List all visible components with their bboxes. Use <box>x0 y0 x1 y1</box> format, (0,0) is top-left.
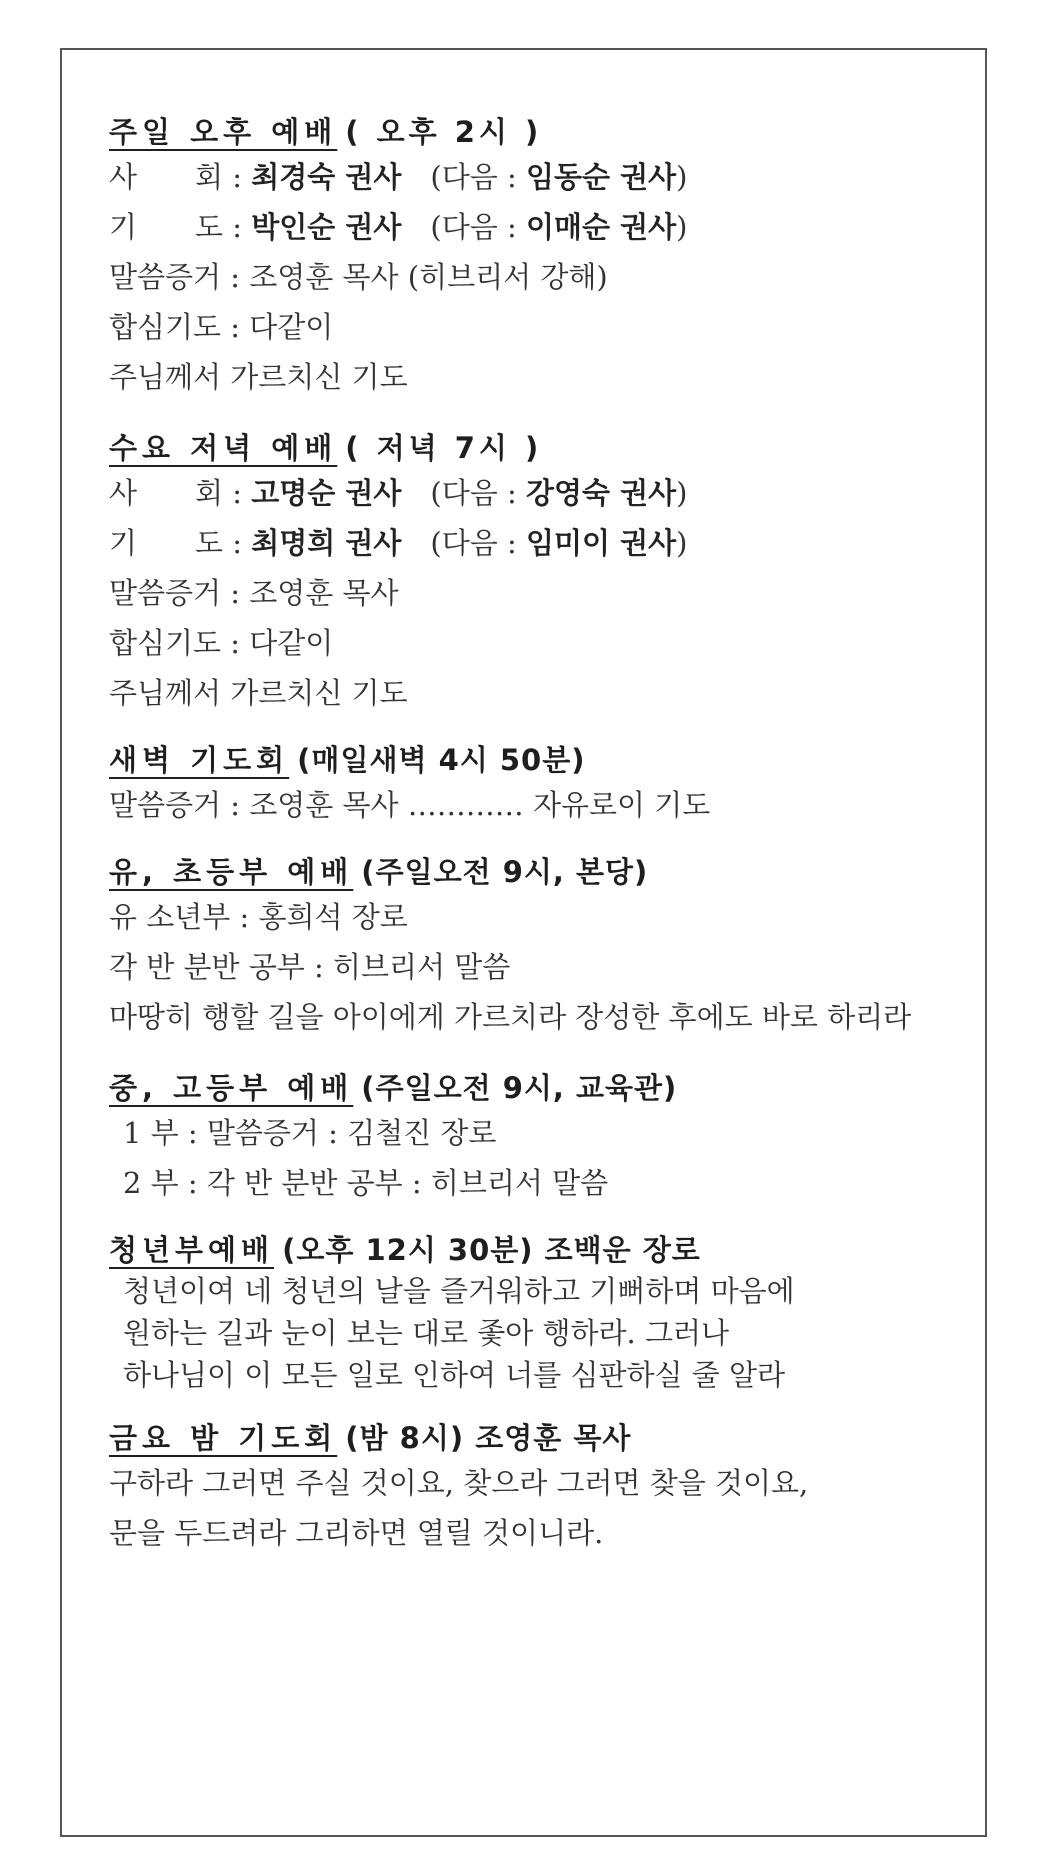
next-prefix: (다음 : <box>401 160 526 194</box>
section-heading <box>109 428 969 468</box>
spacer <box>109 718 969 740</box>
verse-line: 청년이여 네 청년의 날을 즐거워하고 기뻐하며 마음에 <box>123 1274 795 1308</box>
spacer <box>109 402 969 428</box>
section-heading <box>109 740 969 780</box>
friday-prayer-section <box>109 1418 969 1558</box>
row-name: 박인순 권사 <box>251 210 402 244</box>
next-prefix: (다음 : <box>401 526 526 560</box>
verse-line: 하나님이 이 모든 일로 인하여 너를 심판하실 줄 알라 <box>123 1358 786 1392</box>
section-title: 새벽 기도회 <box>109 743 290 777</box>
row-name: 고명순 권사 <box>251 476 402 510</box>
row-label: 사 회 : <box>109 160 252 194</box>
youth-section <box>109 1068 969 1208</box>
section-time: (오후 12시 30분) 조백운 장로 <box>282 1233 701 1267</box>
next-name: 강영숙 권사 <box>525 476 677 510</box>
row-name: 최명희 권사 <box>251 526 402 560</box>
section-time: ( 오후 2시 ) <box>345 115 543 149</box>
section-title: 수요 저녁 예배 <box>109 431 338 465</box>
lords-prayer-line: 주님께서 가르치신 기도 <box>109 676 408 710</box>
row-name: 최경숙 권사 <box>251 160 402 194</box>
section-title: 청년부예배 <box>109 1233 275 1267</box>
young-adult-section <box>109 1230 969 1396</box>
section-title: 금요 밤 기도회 <box>109 1421 338 1455</box>
section-time: (밤 8시) 조영훈 목사 <box>345 1421 632 1455</box>
next-name: 이매순 권사 <box>525 210 677 244</box>
section-heading <box>109 1068 969 1108</box>
section-heading <box>109 112 969 152</box>
leader-line: 유 소년부 : 홍희석 장로 <box>109 900 408 934</box>
section-heading <box>109 1418 969 1458</box>
row-label: 사 회 : <box>109 476 252 510</box>
section-time: (주일오전 9시, 교육관) <box>361 1071 678 1105</box>
section-title: 유, 초등부 예배 <box>109 855 354 889</box>
section-heading <box>109 852 969 892</box>
next-name: 임동순 권사 <box>525 160 677 194</box>
worship-schedule <box>109 112 969 1558</box>
prayer-leader-line <box>109 518 969 568</box>
presider-line <box>109 468 969 518</box>
study-line: 각 반 분반 공부 : 히브리서 말씀 <box>109 950 511 984</box>
next-suffix: ) <box>676 476 688 510</box>
group-prayer-line: 합심기도 : 다같이 <box>109 626 334 660</box>
row-label: 기 도 : <box>109 210 252 244</box>
spacer <box>109 1208 969 1230</box>
next-suffix: ) <box>676 160 688 194</box>
row-label: 기 도 : <box>109 526 252 560</box>
section-time: (주일오전 9시, 본당) <box>361 855 649 889</box>
section-heading <box>109 1230 969 1270</box>
lords-prayer-line: 주님께서 가르치신 기도 <box>109 360 408 394</box>
prayer-leader-line <box>109 202 969 252</box>
section-title: 주일 오후 예배 <box>109 115 338 149</box>
verse-line: 원하는 길과 눈이 보는 대로 좇아 행하라. 그러나 <box>123 1316 730 1350</box>
bulletin-frame <box>60 48 987 1837</box>
sermon-line: 말씀증거 : 조영훈 목사 ………… 자유로이 기도 <box>109 788 711 822</box>
spacer <box>109 1042 969 1068</box>
section-time: (매일새벽 4시 50분) <box>297 743 586 777</box>
next-suffix: ) <box>676 526 688 560</box>
spacer <box>109 1396 969 1418</box>
section-title: 중, 고등부 예배 <box>109 1071 354 1105</box>
section-time: ( 저녁 7시 ) <box>345 431 543 465</box>
spacer <box>109 830 969 852</box>
sermon-line: 말씀증거 : 조영훈 목사 <box>109 576 399 610</box>
verse-line: 구하라 그러면 주실 것이요, 찾으라 그러면 찾을 것이요, <box>109 1466 809 1500</box>
next-suffix: ) <box>676 210 688 244</box>
verse-line: 문을 두드려라 그리하면 열릴 것이니라. <box>109 1516 604 1550</box>
presider-line <box>109 152 969 202</box>
next-prefix: (다음 : <box>401 476 526 510</box>
next-prefix: (다음 : <box>401 210 526 244</box>
sunday-afternoon-section <box>109 112 969 402</box>
part-two-line: 2 부 : 각 반 분반 공부 : 히브리서 말씀 <box>123 1166 609 1200</box>
sermon-line: 말씀증거 : 조영훈 목사 (히브리서 강해) <box>109 260 608 294</box>
part-one-line: 1 부 : 말씀증거 : 김철진 장로 <box>123 1116 497 1150</box>
group-prayer-line: 합심기도 : 다같이 <box>109 310 334 344</box>
next-name: 임미이 권사 <box>525 526 677 560</box>
dawn-prayer-section <box>109 740 969 830</box>
elementary-section <box>109 852 969 1042</box>
verse-line: 마땅히 행할 길을 아이에게 가르치라 장성한 후에도 바로 하리라 <box>109 1000 912 1034</box>
wednesday-evening-section <box>109 428 969 718</box>
